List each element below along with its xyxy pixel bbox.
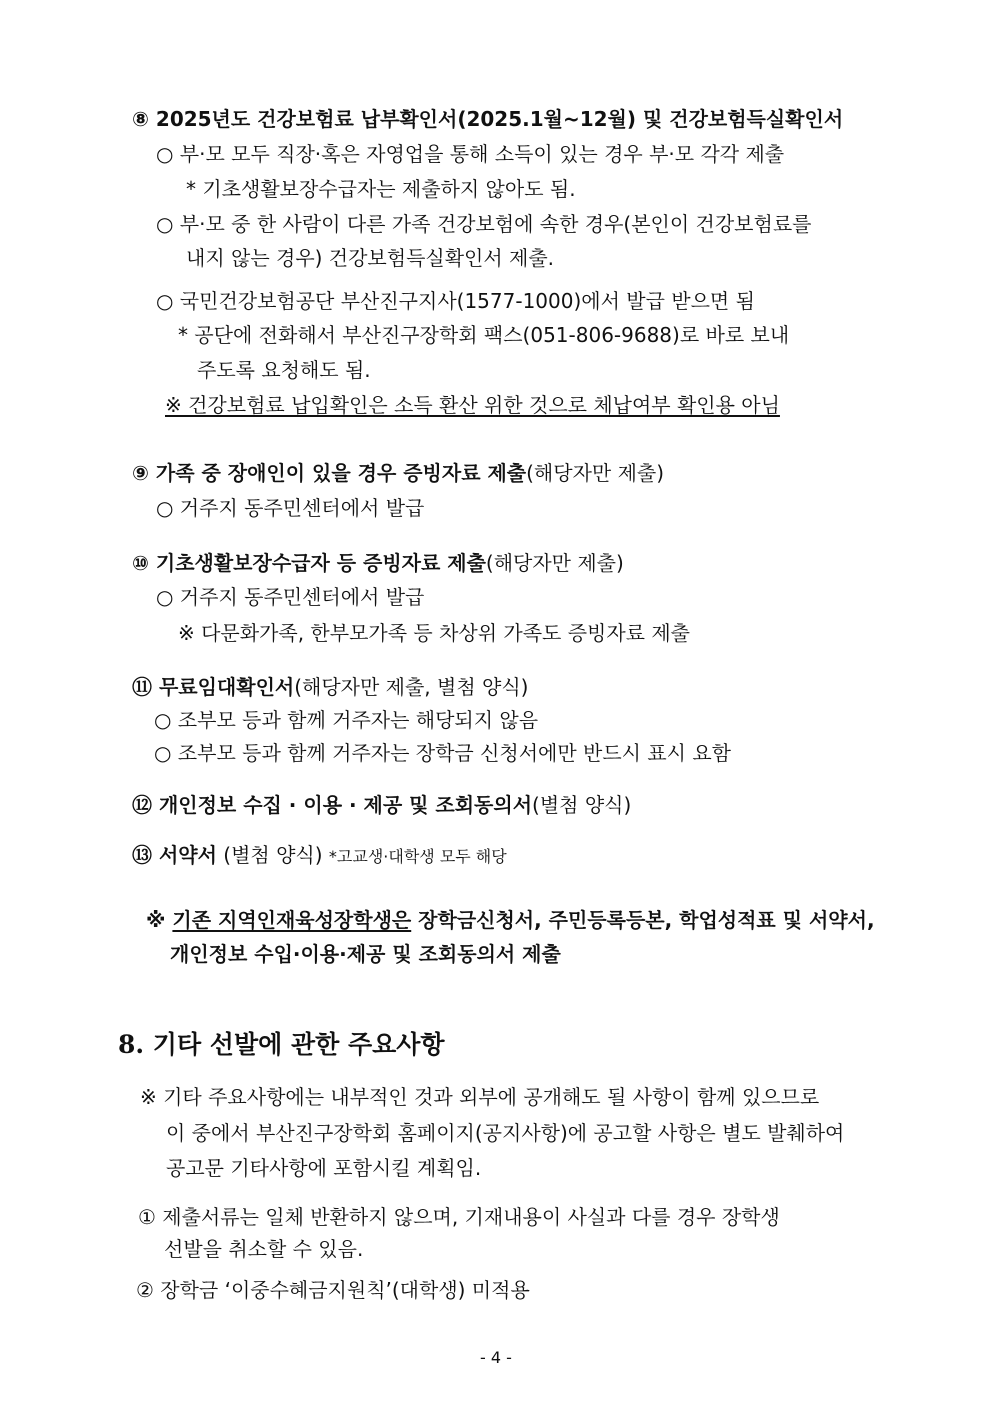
item-12-title <box>132 792 631 818</box>
item-13-title-bold: ⑬ 서약서 <box>132 843 217 867</box>
section-8-item-1-cont: 선발을 취소할 수 있음. <box>164 1237 364 1261</box>
item-11-title-rest: (해당자만 제출, 별첨 양식) <box>294 675 529 699</box>
item-11-line: ○ 조부모 등과 함께 거주자는 장학금 신청서에만 반드시 표시 요함 <box>154 741 731 765</box>
existing-note-rest: 장학금신청서, 주민등록등본, 학업성적표 및 서약서, <box>411 908 875 932</box>
item-8-line: ○ 국민건강보험공단 부산진구지사(1577-1000)에서 발급 받으면 됨 <box>156 289 755 313</box>
item-10-line: ○ 거주지 동주민센터에서 발급 <box>156 585 425 609</box>
section-8-item-2: ② 장학금 ‘이중수혜금지원칙’(대학생) 미적용 <box>136 1278 530 1302</box>
item-10-title-rest: (해당자만 제출) <box>485 551 624 575</box>
item-8-line: * 공단에 전화해서 부산진구장학회 팩스(051-806-9688)로 바로 보내 <box>178 323 790 347</box>
item-8-line: * 기초생활보장수급자는 제출하지 않아도 됨. <box>186 177 576 201</box>
item-9-title <box>132 460 664 486</box>
item-10-title-bold: ⑩ 기초생활보장수급자 등 증빙자료 제출 <box>132 551 486 575</box>
item-11-line: ○ 조부모 등과 함께 거주자는 해당되지 않음 <box>154 708 539 732</box>
section-8-note-line: 공고문 기타사항에 포함시킬 계획임. <box>166 1156 482 1180</box>
section-8-note-line: ※ 기타 주요사항에는 내부적인 것과 외부에 공개해도 될 사항이 함께 있으므로 <box>140 1085 820 1109</box>
item-13-title <box>132 842 507 870</box>
section-8-heading: 8. 기타 선발에 관한 주요사항 <box>118 1030 445 1059</box>
existing-note-mark: ※ <box>146 908 173 932</box>
item-11-title <box>132 674 528 700</box>
item-12-title-rest: (별첨 양식) <box>532 793 632 817</box>
item-13-note: *고교생·대학생 모두 해당 <box>328 847 507 866</box>
item-9-title-rest: (해당자만 제출) <box>526 461 665 485</box>
item-8-line: ○ 부·모 모두 직장·혹은 자영업을 통해 소득이 있는 경우 부·모 각각 제출 <box>156 142 785 166</box>
existing-note-line2: 개인정보 수입·이용·제공 및 조회동의서 제출 <box>170 942 561 966</box>
item-8-title: ⑧ 2025년도 건강보험료 납부확인서(2025.1월~12월) 및 건강보험득실확인서 <box>132 107 844 131</box>
existing-note-line1 <box>146 907 875 933</box>
section-8-note-line: 이 중에서 부산진구장학회 홈페이지(공지사항)에 공고할 사항은 별도 발췌하여 <box>166 1121 845 1145</box>
item-8-line: 내지 않는 경우) 건강보험득실확인서 제출. <box>186 246 555 270</box>
item-10-title <box>132 550 624 576</box>
item-8-line: 주도록 요청해도 됨. <box>197 358 371 382</box>
item-13-title-rest: (별첨 양식) <box>216 843 329 867</box>
item-9-line: ○ 거주지 동주민센터에서 발급 <box>156 496 425 520</box>
item-8-note: ※ 건강보험료 납입확인은 소득 환산 위한 것으로 체납여부 확인용 아님 <box>165 393 780 417</box>
item-8-line: ○ 부·모 중 한 사람이 다른 가족 건강보험에 속한 경우(본인이 건강보험료를 <box>156 212 812 236</box>
item-12-title-bold: ⑫ 개인정보 수집 · 이용 · 제공 및 조회동의서 <box>132 793 533 817</box>
item-11-title-bold: ⑪ 무료임대확인서 <box>132 675 295 699</box>
page-number: - 4 - <box>480 1348 512 1367</box>
item-9-title-bold: ⑨ 가족 중 장애인이 있을 경우 증빙자료 제출 <box>132 461 527 485</box>
existing-note-underlined: 기존 지역인재육성장학생은 <box>172 908 412 932</box>
item-10-line: ※ 다문화가족, 한부모가족 등 차상위 가족도 증빙자료 제출 <box>178 621 690 645</box>
section-8-item-1: ① 제출서류는 일체 반환하지 않으며, 기재내용이 사실과 다를 경우 장학생 <box>138 1205 780 1229</box>
